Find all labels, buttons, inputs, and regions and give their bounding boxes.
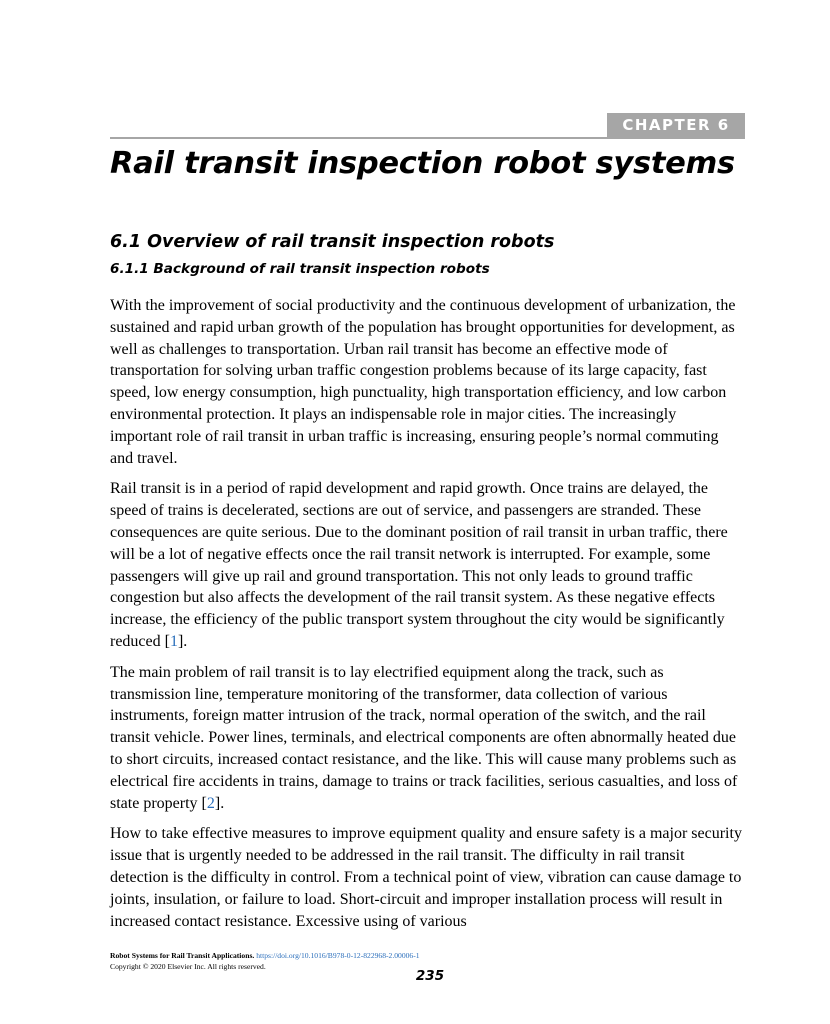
footer-source-line: [110, 951, 742, 962]
page-number: 235: [415, 968, 445, 984]
section-title: 6.1 Overview of rail transit inspection robots: [110, 232, 555, 252]
subsection-title: 6.1.1 Background of rail transit inspection robots: [110, 261, 490, 277]
paragraph-text: Rail transit is in a period of rapid development and rapid growth. Once trains are delayed, the speed of trains is decelerated, sections are out of service, and passengers are stranded. These consequences are quite serious. Due to the dominant position of rail transit in urban traffic, there will be a lot of negative effects once the rail transit network is interrupted. For example, some passengers will give up rail and ground transportation. This not only leads to ground traffic congestion but also affects the development of the rail transit system. As these negative effects increase, the efficiency of the public transport system throughout the city would be significantly reduced [: [110, 480, 728, 650]
paragraph-2: [110, 478, 742, 652]
copyright-line: Copyright © 2020 Elsevier Inc. All rights reserved.: [110, 961, 266, 971]
paragraph-tail: ].: [214, 794, 225, 812]
paragraph-text: With the improvement of social productivity and the continuous development of urbanization, the sustained and rapid urban growth of the population has brought opportunities for development, as well as challenges to transportation. Urban rail transit has become an effective mode of transportation for solving urban traffic congestion problems because of its large capacity, fast speed, low energy consumption, high punctuality, high transportation efficiency, and low carbon environmental protection. It plays an indispensable role in major cities. The increasingly important role of rail transit in urban traffic is increasing, ensuring people’s normal commuting and travel.: [110, 297, 736, 467]
chapter-title: Rail transit inspection robot systems: [110, 146, 735, 181]
citation-link[interactable]: 1: [169, 632, 178, 650]
paragraph-3: [110, 662, 742, 815]
paragraph-1: [110, 295, 742, 469]
book-title: Robot Systems for Rail Transit Applications.: [110, 951, 255, 960]
paragraph-text: The main problem of rail transit is to lay electrified equipment along the track, such as transmission line, temperature monitoring of the transformer, data collection of various instruments, foreign matter intrusion of the track, normal operation of the switch, and the rail transit vehicle. Power lines, terminals, and electrical components are often abnormally heated due to short circuits, increased contact resistance, and the like. This will cause many problems such as electrical fire accidents in trains, damage to trains or track facilities, serious casualties, and loss of state property [: [110, 663, 738, 812]
body-text: [110, 295, 742, 941]
paragraph-4: [110, 823, 742, 932]
chapter-badge: CHAPTER 6: [607, 113, 745, 137]
paragraph-text: How to take effective measures to improve equipment quality and ensure safety is a major security issue that is urgently needed to be addressed in the rail transit. The difficulty in rail transit detection is the difficulty in control. From a technical point of view, vibration can cause damage to joints, insulation, or failure to load. Short-circuit and improper installation process will result in increased contact resistance. Excessive using of various: [110, 825, 742, 930]
chapter-rule: [110, 137, 745, 139]
paragraph-tail: ].: [177, 632, 188, 650]
citation-link[interactable]: 2: [206, 794, 215, 812]
doi-link[interactable]: https://doi.org/10.1016/B978-0-12-822968-2.00006-1: [256, 951, 420, 960]
